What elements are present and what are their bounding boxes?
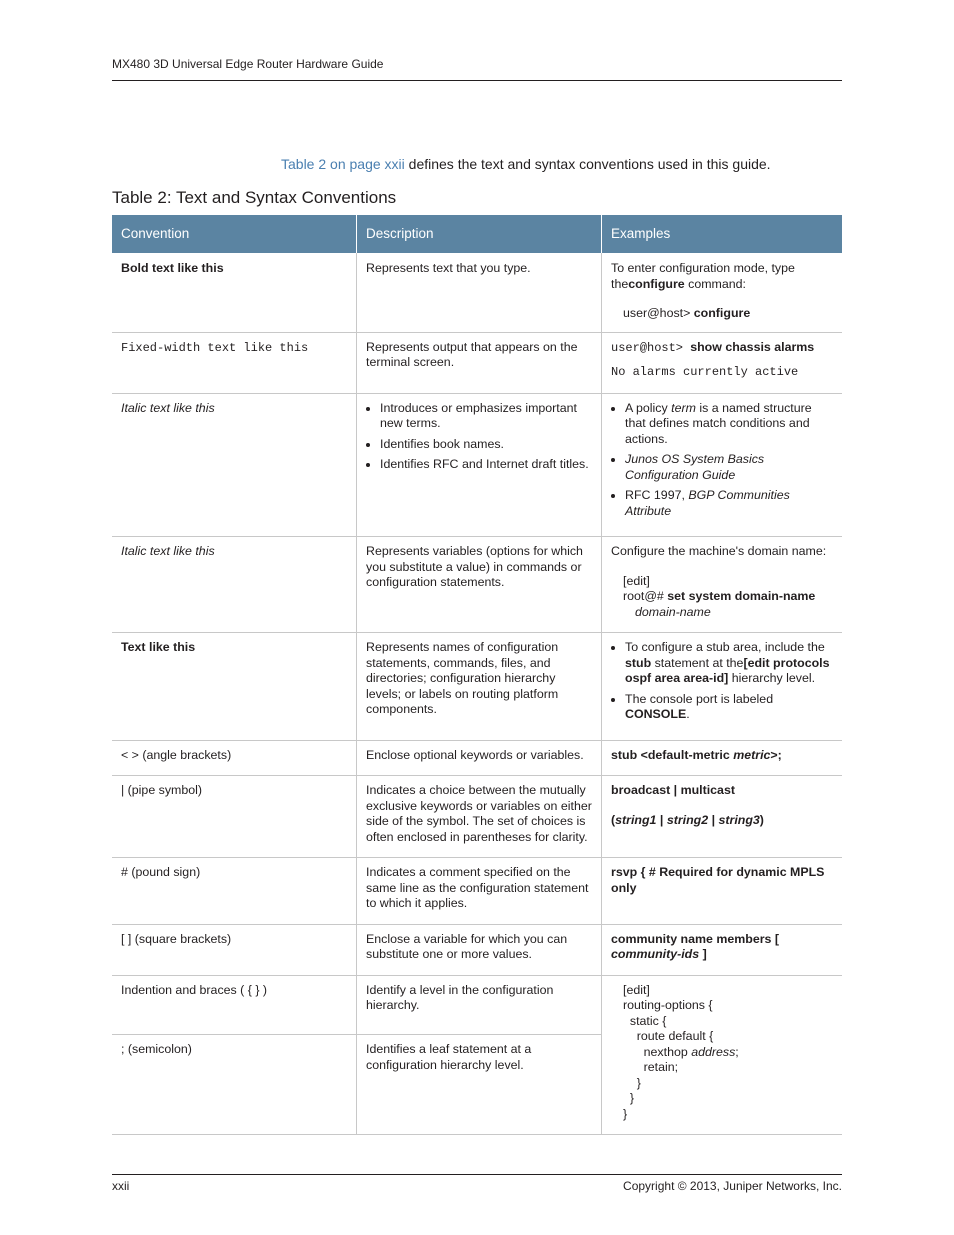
example-cell: To enter configuration mode, type theconfigure command: user@host> configure <box>602 253 843 332</box>
list-item: • A policy term is a named structure that defines match conditions and actions. <box>625 401 833 448</box>
convention-cell: Fixed-width text like this <box>112 332 357 393</box>
description-cell <box>357 393 602 537</box>
description-cell: Enclose a variable for which you can substitute one or more values. <box>357 924 602 975</box>
list-item: • Identifies book names. <box>380 437 592 453</box>
description-cell: Represents names of configuration statements, commands, files, and directories; configuration hierarchy levels; or labels on routing platform components. <box>357 633 602 741</box>
table-row <box>112 332 842 393</box>
table-row <box>112 975 842 1035</box>
column-header-convention: Convention <box>112 215 357 253</box>
table-row <box>112 253 842 332</box>
description-cell: Represents text that you type. <box>357 253 602 332</box>
table-row <box>112 537 842 633</box>
description-cell: Indicates a comment specified on the same line as the configuration statement to which it applies. <box>357 858 602 925</box>
description-cell: Indicates a choice between the mutually exclusive keywords or variables on either side of the symbol. The set of choices is often enclosed in parentheses for clarity. <box>357 776 602 858</box>
page-footer <box>112 1174 842 1193</box>
list-item: • Introduces or emphasizes important new terms. <box>380 401 592 432</box>
description-cell: Enclose optional keywords or variables. <box>357 740 602 776</box>
list-item: • RFC 1997, BGP Communities Attribute <box>625 488 833 519</box>
example-cell: broadcast | multicast (string1 | string2 | string3) <box>602 776 843 858</box>
example-cell <box>602 975 843 1135</box>
table-row <box>112 858 842 925</box>
example-cell: rsvp { # Required for dynamic MPLS only <box>602 858 843 925</box>
intro-paragraph <box>281 156 771 172</box>
convention-cell: ; (semicolon) <box>112 1035 357 1135</box>
convention-cell: [ ] (square brackets) <box>112 924 357 975</box>
list-item: • Junos OS System Basics Configuration Guide <box>625 452 833 483</box>
convention-cell: | (pipe symbol) <box>112 776 357 858</box>
example-cell: user@host> show chassis alarms No alarms currently active <box>602 332 843 393</box>
convention-cell: Indention and braces ( { } ) <box>112 975 357 1035</box>
running-header: MX480 3D Universal Edge Router Hardware Guide <box>112 57 842 81</box>
list-item: • The console port is labeled CONSOLE. <box>625 692 833 723</box>
list-item: • Identifies RFC and Internet draft titles. <box>380 457 592 473</box>
table-row <box>112 924 842 975</box>
table-row <box>112 776 842 858</box>
example-cell: Configure the machine's domain name: [edit] root@# set system domain-name domain-name <box>602 537 843 633</box>
example-cell <box>602 393 843 537</box>
example-cell <box>602 633 843 741</box>
description-cell: Identifies a leaf statement at a configuration hierarchy level. <box>357 1035 602 1135</box>
column-header-examples: Examples <box>602 215 843 253</box>
intro-text: defines the text and syntax conventions used in this guide. <box>404 156 771 172</box>
convention-cell: # (pound sign) <box>112 858 357 925</box>
convention-cell: Bold text like this <box>112 253 357 332</box>
table-reference-link[interactable]: Table 2 on page xxii <box>281 156 405 172</box>
table-row <box>112 633 842 741</box>
example-cell: community name members [ community-ids ] <box>602 924 843 975</box>
example-cell: stub <default-metric metric>; <box>602 740 843 776</box>
description-cell: Represents output that appears on the terminal screen. <box>357 332 602 393</box>
page-number: xxii <box>112 1179 130 1193</box>
convention-cell: Italic text like this <box>112 537 357 633</box>
table-row <box>112 740 842 776</box>
conventions-table <box>112 215 842 1135</box>
table-header-row <box>112 215 842 253</box>
column-header-description: Description <box>357 215 602 253</box>
description-cell: Represents variables (options for which you substitute a value) in commands or configuration statements. <box>357 537 602 633</box>
table-title: Table 2: Text and Syntax Conventions <box>112 188 397 207</box>
config-hierarchy-example: [edit] routing-options { static { route default { nexthop address; retain; } } } <box>623 982 739 1121</box>
description-cell: Identify a level in the configuration hierarchy. <box>357 975 602 1035</box>
convention-cell: Text like this <box>112 633 357 741</box>
convention-cell: < > (angle brackets) <box>112 740 357 776</box>
convention-cell: Italic text like this <box>112 393 357 537</box>
table-row <box>112 393 842 537</box>
copyright-notice: Copyright © 2013, Juniper Networks, Inc. <box>623 1179 842 1193</box>
list-item: • To configure a stub area, include the stub statement at the[edit protocols ospf area area-id] hierarchy level. <box>625 640 833 687</box>
